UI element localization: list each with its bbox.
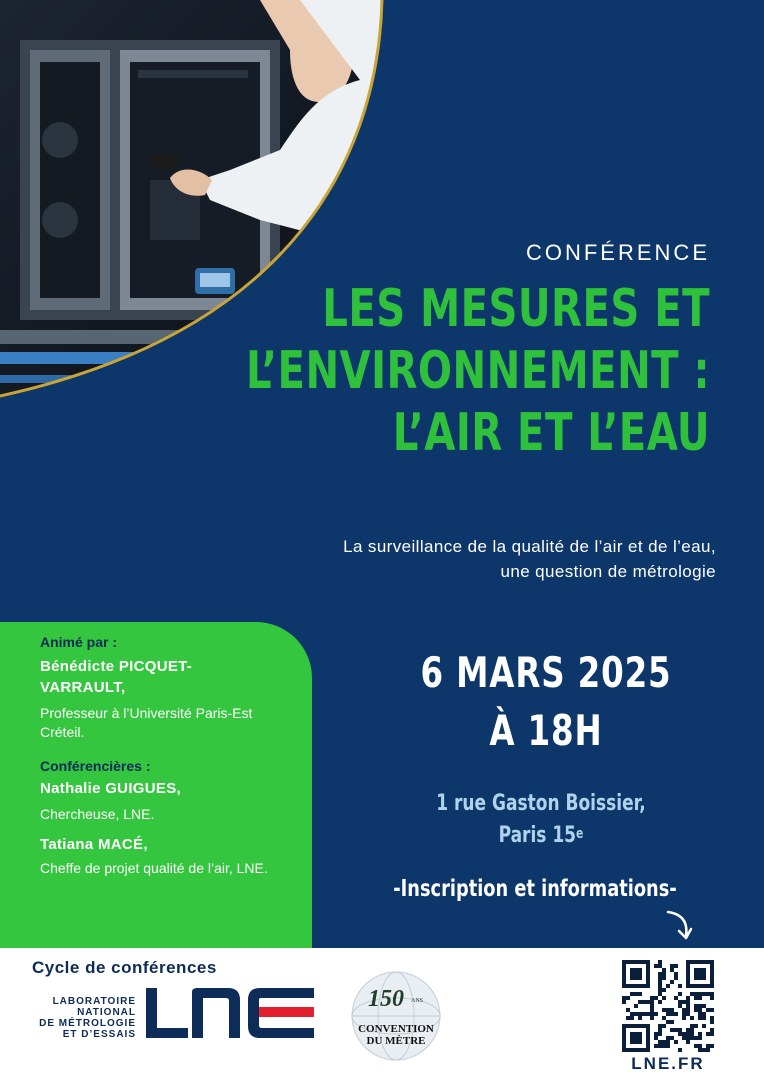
inscription-link[interactable]: -Inscription et informations-	[393, 876, 677, 902]
title-line: L’AIR ET L’EAU	[392, 403, 710, 463]
address-line	[399, 820, 683, 852]
title-line: LES MESURES ET	[322, 279, 710, 339]
lab-line: LABORATOIRE	[52, 996, 136, 1007]
cycle-label: Cycle de conférences	[32, 958, 217, 977]
anniversary-line1: CONVENTION	[358, 1023, 434, 1035]
host-role: Professeur à l’Université Paris-Est Créteil.	[40, 705, 253, 740]
curved-arrow-icon	[664, 908, 696, 947]
event-address	[399, 788, 683, 852]
event-subtitle	[156, 534, 716, 584]
title-line: L’ENVIRONNEMENT :	[246, 341, 710, 401]
lne-logo	[146, 988, 316, 1043]
address-city: Paris 15	[498, 823, 577, 848]
event-title	[177, 278, 710, 464]
host-name: Bénédicte PICQUET-VARRAULT,	[40, 658, 193, 696]
website-link[interactable]: LNE.FR	[631, 1054, 705, 1073]
lab-line: NATIONAL	[77, 1007, 136, 1018]
event-date-block	[383, 644, 710, 760]
convention-metre-logo	[344, 968, 454, 1069]
speaker-name: Nathalie GUIGUES,	[40, 780, 181, 797]
subtitle-line: La surveillance de la qualité de l’air et de l’eau,	[343, 537, 716, 556]
anniversary-ans: ANS	[411, 998, 424, 1004]
footer	[0, 948, 764, 1080]
conference-label: CONFÉRENCE	[525, 240, 710, 265]
event-date: 6 MARS 2025	[420, 648, 672, 697]
speaker-name: Tatiana MACÉ,	[40, 836, 148, 853]
anniversary-line2: DU MÈTRE	[366, 1035, 426, 1047]
speakers-label: Conférencières :	[40, 758, 151, 774]
lab-line: ET D’ESSAIS	[62, 1029, 136, 1040]
lab-line: DE MÉTROLOGIE	[39, 1018, 136, 1029]
lab-name	[18, 996, 136, 1040]
speaker-role: Chercheuse, LNE.	[40, 806, 155, 822]
address-suffix: e	[576, 826, 584, 842]
speakers-panel	[0, 622, 312, 948]
anniversary-number: 150	[368, 986, 404, 1012]
qr-code[interactable]	[622, 960, 714, 1057]
subtitle-line: une question de métrologie	[500, 562, 716, 581]
speaker-role: Cheffe de projet qualité de l’air, LNE.	[40, 860, 268, 876]
animated-by-label: Animé par :	[40, 634, 118, 650]
event-time: À 18H	[489, 706, 603, 755]
address-line: 1 rue Gaston Boissier,	[436, 791, 646, 816]
